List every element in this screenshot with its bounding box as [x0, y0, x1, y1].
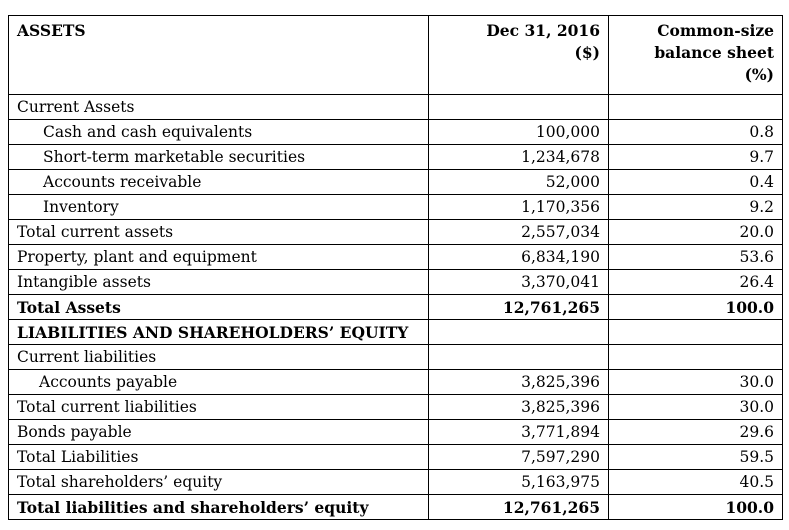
row-value: 100,000	[429, 120, 609, 145]
row-pct: 9.2	[609, 195, 783, 220]
row-pct: 0.8	[609, 120, 783, 145]
row-pct: 100.0	[609, 495, 783, 520]
row-pct: 20.0	[609, 220, 783, 245]
liabilities-heading-row	[9, 320, 783, 345]
cs-header-line3: (%)	[744, 65, 774, 84]
row-value: 52,000	[429, 170, 609, 195]
row-value: 5,163,975	[429, 470, 609, 495]
row-label: LIABILITIES AND SHAREHOLDERS’ EQUITY	[9, 320, 429, 345]
row-pct: 59.5	[609, 445, 783, 470]
row-value: 6,834,190	[429, 245, 609, 270]
row-label: Accounts receivable	[9, 170, 429, 195]
row-value: 12,761,265	[429, 295, 609, 320]
table-row	[9, 420, 783, 445]
row-pct: 53.6	[609, 245, 783, 270]
row-value: 3,825,396	[429, 370, 609, 395]
table-row	[9, 195, 783, 220]
row-value	[429, 345, 609, 370]
row-label: Bonds payable	[9, 420, 429, 445]
table-row	[9, 95, 783, 120]
date-header-line1: Dec 31, 2016	[486, 21, 600, 40]
row-value: 12,761,265	[429, 495, 609, 520]
table-row	[9, 395, 783, 420]
table-row	[9, 345, 783, 370]
total-assets-row	[9, 295, 783, 320]
row-label: Total current assets	[9, 220, 429, 245]
table-row	[9, 120, 783, 145]
row-value: 3,370,041	[429, 270, 609, 295]
row-pct: 30.0	[609, 370, 783, 395]
row-pct	[609, 345, 783, 370]
row-value: 2,557,034	[429, 220, 609, 245]
row-label: Total current liabilities	[9, 395, 429, 420]
row-label: Current Assets	[9, 95, 429, 120]
row-label: Total shareholders’ equity	[9, 470, 429, 495]
date-header-line2: ($)	[574, 43, 600, 62]
row-value: 3,825,396	[429, 395, 609, 420]
table-row	[9, 145, 783, 170]
row-pct	[609, 320, 783, 345]
row-value: 7,597,290	[429, 445, 609, 470]
row-value: 3,771,894	[429, 420, 609, 445]
header-row	[9, 16, 783, 95]
row-label: Short-term marketable securities	[9, 145, 429, 170]
cs-header-line1: Common-size	[657, 21, 774, 40]
row-pct: 29.6	[609, 420, 783, 445]
row-label: Accounts payable	[9, 370, 429, 395]
row-pct: 30.0	[609, 395, 783, 420]
row-label: Property, plant and equipment	[9, 245, 429, 270]
row-pct: 26.4	[609, 270, 783, 295]
table-row	[9, 170, 783, 195]
cs-header-line2: balance sheet	[654, 43, 774, 62]
row-label: Total liabilities and shareholders’ equity	[9, 495, 429, 520]
row-pct	[609, 95, 783, 120]
total-liabilities-equity-row	[9, 495, 783, 520]
row-label: Inventory	[9, 195, 429, 220]
row-label: Intangible assets	[9, 270, 429, 295]
row-pct: 0.4	[609, 170, 783, 195]
row-label: Total Liabilities	[9, 445, 429, 470]
common-size-column-header	[609, 16, 783, 95]
assets-heading: ASSETS	[9, 16, 429, 95]
row-pct: 100.0	[609, 295, 783, 320]
row-value: 1,170,356	[429, 195, 609, 220]
row-value: 1,234,678	[429, 145, 609, 170]
row-pct: 40.5	[609, 470, 783, 495]
row-value	[429, 320, 609, 345]
row-value	[429, 95, 609, 120]
table-row	[9, 370, 783, 395]
row-label: Total Assets	[9, 295, 429, 320]
row-label: Cash and cash equivalents	[9, 120, 429, 145]
table-row	[9, 470, 783, 495]
date-column-header	[429, 16, 609, 95]
table-row	[9, 445, 783, 470]
table-row	[9, 245, 783, 270]
table-row	[9, 270, 783, 295]
row-label: Current liabilities	[9, 345, 429, 370]
row-pct: 9.7	[609, 145, 783, 170]
table-row	[9, 220, 783, 245]
balance-sheet-table	[8, 15, 783, 520]
